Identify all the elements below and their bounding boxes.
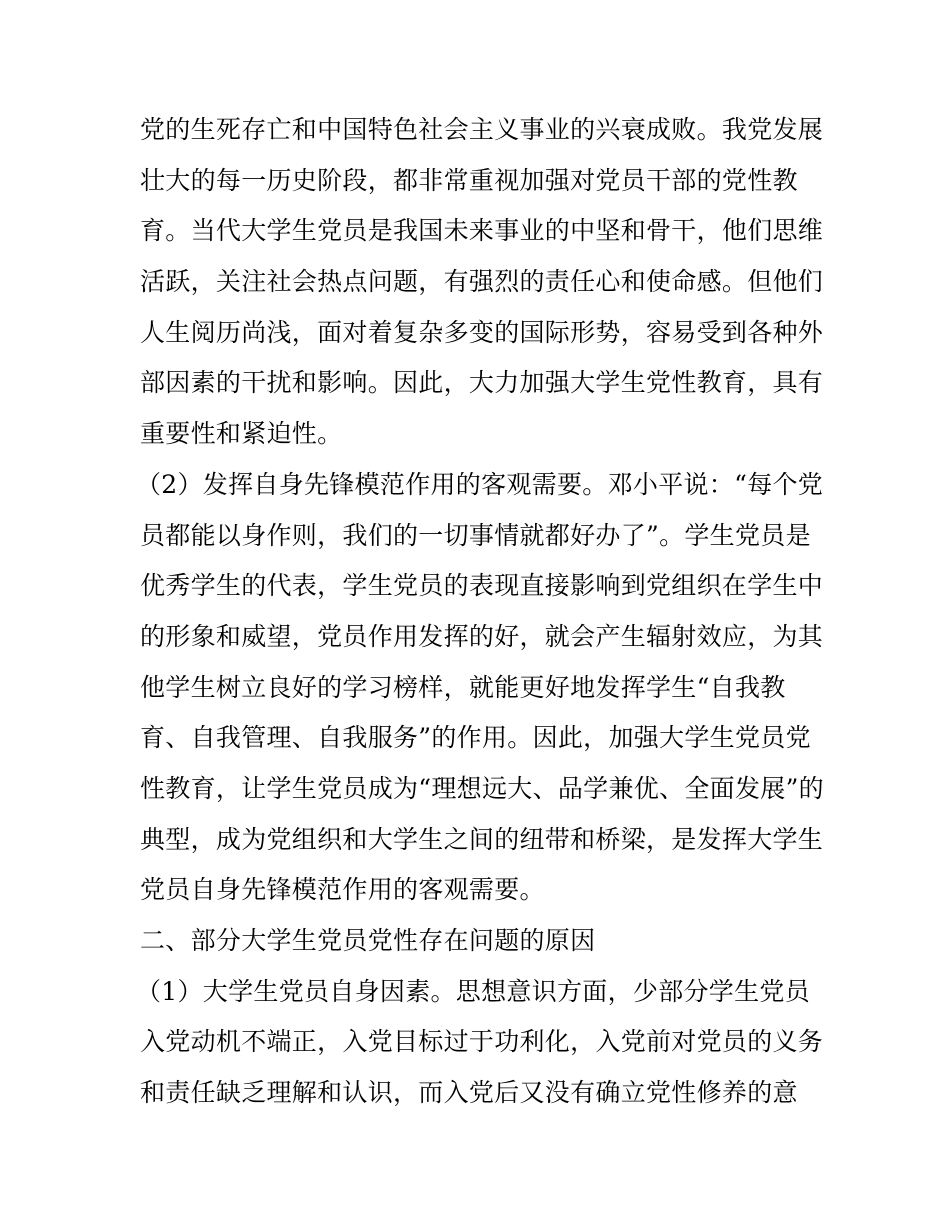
text-line: 育。当代大学生党员是我国未来事业的中坚和骨干，他们思维 (140, 216, 824, 246)
text-line: 的形象和威望，党员作用发挥的好，就会产生辐射效应，为其 (140, 621, 824, 651)
text-line: 人生阅历尚浅，面对着复杂多变的国际形势，容易受到各种外 (140, 317, 824, 347)
text-line: 育、自我管理、自我服务”的作用。因此，加强大学生党员党 (140, 723, 811, 753)
text-line: 入党动机不端正，入党目标过于功利化，入党前对党员的义务 (140, 1027, 824, 1057)
text-line: 性教育，让学生党员成为“理想远大、品学兼优、全面发展”的 (140, 773, 824, 803)
text-line: 优秀学生的代表，学生党员的表现直接影响到党组织在学生中 (140, 571, 824, 601)
text-line: 重要性和紧迫性。 (140, 419, 343, 449)
text-line: 员都能以身作则，我们的一切事情就都好办了”。学生党员是 (140, 520, 811, 550)
body-text (136, 105, 840, 1119)
text-line: （1）大学生党员自身因素。思想意识方面，少部分学生党员 (136, 976, 811, 1006)
text-line: 典型，成为党组织和大学生之间的纽带和桥梁，是发挥大学生 (140, 824, 824, 854)
text-line: 党员自身先锋模范作用的客观需要。 (140, 875, 545, 905)
text-line: 壮大的每一历史阶段，都非常重视加强对党员干部的党性教 (140, 165, 798, 195)
text-line: 和责任缺乏理解和认识，而入党后又没有确立党性修养的意 (140, 1078, 798, 1108)
text-line: （2）发挥自身先锋模范作用的客观需要。邓小平说：“每个党 (136, 469, 824, 499)
section-heading: 二、部分大学生党员党性存在问题的原因 (140, 926, 596, 955)
text-line: 党的生死存亡和中国特色社会主义事业的兴衰成败。我党发展 (140, 115, 824, 144)
text-line: 活跃，关注社会热点问题，有强烈的责任心和使命感。但他们 (140, 267, 824, 297)
text-line: 他学生树立良好的学习榜样，就能更好地发挥学生“自我教 (140, 672, 786, 702)
text-line: 部因素的干扰和影响。因此，大力加强大学生党性教育，具有 (140, 368, 824, 398)
